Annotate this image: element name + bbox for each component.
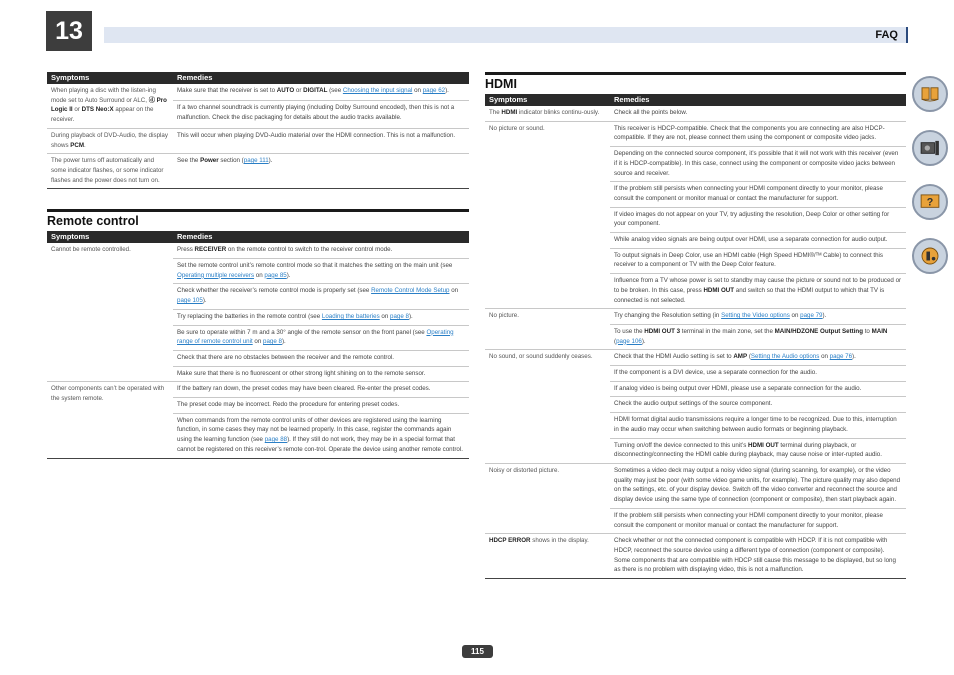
bold-text: HDMI OUT: [703, 286, 735, 294]
remedy-cell: Press RECEIVER on the remote control to switch to the receiver control mode.: [173, 243, 469, 258]
cross-reference-link[interactable]: Operating multiple receivers: [177, 271, 255, 279]
page-number-text: 115: [471, 647, 484, 656]
receiver-remote-icon[interactable]: [912, 130, 948, 166]
cross-reference-link[interactable]: page 88: [264, 436, 288, 444]
faq-table-hdmi: [485, 94, 906, 579]
cross-reference-link[interactable]: Loading the batteries: [321, 312, 380, 320]
bold-text: DTS Neo:X: [81, 106, 114, 114]
remedy-cell: This will occur when playing DVD-Audio material over the HDMI connection. This is not a malfunction.: [173, 128, 469, 153]
bold-text: HDCP ERROR: [489, 537, 531, 545]
cross-reference-link[interactable]: page 76: [829, 353, 853, 361]
remedy-cell: Check whether the receiver’s remote control mode is properly set (see Remote Control Mode Setup on page 105).: [173, 284, 469, 309]
cross-reference-link[interactable]: Setting the Audio options: [750, 353, 820, 361]
symptom-cell: Cannot be remote controlled.: [47, 243, 173, 382]
remedy-cell: Turning on/off the device connected to this unit’s HDMI OUT terminal during playback, or disconnecting/connecting the HDMI cable during playback, may cause noise or inter-rupted audio.: [610, 438, 906, 463]
cross-reference-link[interactable]: Remote Control Mode Setup: [371, 287, 450, 295]
table-row: [47, 243, 469, 258]
col-header-remedies: Remedies: [173, 72, 469, 84]
table-row: [485, 121, 906, 146]
bold-text: HDMI OUT: [748, 441, 779, 449]
setup-wizard-icon[interactable]: [912, 238, 948, 274]
table-body: [47, 243, 469, 458]
hdmi-heading: HDMI: [485, 72, 906, 92]
cross-reference-link[interactable]: Setting the Video options: [721, 312, 790, 320]
table-row: [47, 382, 469, 398]
table-body: [47, 84, 469, 189]
table-row: [485, 309, 906, 325]
cross-reference-link[interactable]: page 105: [177, 297, 203, 305]
col-header-symptoms: Symptoms: [485, 94, 610, 106]
bold-text: MAIN/HDZONE Output Setting: [774, 327, 863, 335]
section-title: FAQ: [875, 29, 898, 41]
cross-reference-link[interactable]: page 111: [243, 157, 269, 165]
cross-reference-link[interactable]: page 79: [800, 312, 823, 320]
symptom-cell: During playback of DVD-Audio, the display shows PCM.: [47, 128, 173, 153]
table-body: [485, 106, 906, 579]
chapter-number-text: 13: [55, 17, 83, 45]
symptom-cell: Noisy or distorted picture.: [485, 463, 610, 533]
remedy-cell: If the battery ran down, the preset codes may have been cleared. Re-enter the preset codes.: [173, 382, 469, 398]
table-row: [47, 128, 469, 153]
table-row: [485, 463, 906, 508]
cross-reference-link[interactable]: page 85: [264, 271, 287, 279]
remedy-cell: If the component is a DVI device, use a separate connection for the audio.: [610, 366, 906, 382]
remedy-cell: Depending on the connected source component, it’s possible that it will not work with this receiver (even if it is HDCP-compatible). In this case, connect using the component or composite video jacks between source and receiver.: [610, 147, 906, 182]
remedy-cell: If analog video is being output over HDMI, please use a separate connection for the audio.: [610, 381, 906, 397]
bold-text: HDMI OUT 3: [644, 327, 681, 335]
faq-table-remote: [47, 231, 469, 458]
remedy-cell: Influence from a TV whose power is set to standby may cause the picture or sound not to be produced or to be broken. In this case, press HDMI OUT and switch so that the HDMI output to which that TV is connected is not selected.: [610, 274, 906, 309]
remedy-cell: If video images do not appear on your TV, try adjusting the resolution, Deep Color or other setting for your component.: [610, 207, 906, 232]
remedy-cell: If a two channel soundtrack is currently playing (including Dolby Surround encoded), then this is not a malfunction. Check the disc packaging for details about the audio tracks available.: [173, 101, 469, 129]
remedy-cell: Check that the HDMI Audio setting is set to AMP (Setting the Audio options on page 76).: [610, 350, 906, 366]
remedy-cell: While analog video signals are being output over HDMI, use a separate connection for audio output.: [610, 233, 906, 249]
manual-book-icon[interactable]: [912, 76, 948, 112]
table-row: [47, 84, 469, 101]
col-header-remedies: Remedies: [173, 231, 469, 243]
cross-reference-link[interactable]: page 8: [263, 338, 282, 346]
remedy-cell: Make sure that the receiver is set to AUTO or DIGITAL (see Choosing the input signal on page 62).: [173, 84, 469, 101]
symptom-cell: The HDMI indicator blinks continu-ously.: [485, 106, 610, 121]
bold-text: DIGITAL: [303, 87, 328, 94]
svg-text:?: ?: [926, 196, 934, 209]
remedy-cell: Check that there are no obstacles between the receiver and the remote control.: [173, 350, 469, 366]
page-number: [462, 645, 493, 658]
remote-control-heading: Remote control: [47, 209, 469, 229]
symptom-cell: No sound, or sound suddenly ceases.: [485, 350, 610, 464]
remedy-cell: If the problem still persists when connecting your HDMI component directly to your monitor, please consult the component or monitor manual or contact the manufacturer for support.: [610, 182, 906, 207]
remedy-cell: Check the audio output settings of the source component.: [610, 397, 906, 413]
symptom-cell: Other components can’t be operated with the system remote.: [47, 382, 173, 458]
left-column: [47, 72, 469, 459]
remedy-cell: Check all the points below.: [610, 106, 906, 121]
bold-text: ⓓ Pro Logic II: [51, 96, 167, 114]
remedy-cell: To use the HDMI OUT 3 terminal in the main zone, set the MAIN/HDZONE Output Setting to MAIN (page 106).: [610, 324, 906, 349]
question-mark-icon[interactable]: [912, 184, 948, 220]
symptom-cell: When playing a disc with the listen-ing mode set to Auto Surround or ALC, ⓓ Pro Logic II or DTS Neo:X appear on the receiver.: [47, 84, 173, 128]
bold-text: RECEIVER: [194, 246, 227, 254]
remedy-cell: Try replacing the batteries in the remote control (see Loading the batteries on page 8).: [173, 309, 469, 325]
right-column: [485, 72, 906, 579]
table-row: [485, 106, 906, 121]
cross-reference-link[interactable]: Choosing the input signal: [342, 87, 413, 94]
cross-reference-link[interactable]: page 62: [422, 87, 446, 94]
symptom-cell: The power turns off automatically and some indicator flashes, or some indicator flashes and the power does not turn on.: [47, 154, 173, 189]
remedy-cell: This receiver is HDCP-compatible. Check that the components you are connecting are also HDCP-compatible. If they are not, please connect them using the component or composite video jacks.: [610, 121, 906, 146]
faq-table-general: [47, 72, 469, 189]
cross-reference-link[interactable]: Operating range of remote control unit: [177, 328, 454, 346]
remedy-cell: HDMI format digital audio transmissions require a longer time to be recognized. Due to this, interruption in the audio may occur when switching between audio formats or beginning playback.: [610, 413, 906, 438]
bold-text: Power: [200, 157, 219, 165]
remedy-cell: Make sure that there is no fluorescent or other strong light shining on to the remote sensor.: [173, 366, 469, 382]
bold-text: MAIN: [871, 327, 888, 335]
table-row: [47, 154, 469, 189]
table-row: [485, 350, 906, 366]
symptom-cell: HDCP ERROR shows in the display.: [485, 534, 610, 579]
remedy-cell: Sometimes a video deck may output a noisy video signal (during scanning, for example), or the video quality may just be poor (with some video game units, for example). The picture quality may also depend on the settings, etc. of your display device. Switch off the video converter and reconnect the source and display device using the same type of connection (component or composite), then start playback again.: [610, 463, 906, 508]
col-header-symptoms: Symptoms: [47, 231, 173, 243]
remedy-cell: Check whether or not the connected component is compatible with HDCP. If it is not compatible with HDCP, reconnect the source device using a different type of connection (component or composite). Some components that are compatible with HDCP still cause this message to be displayed, but so long as there is no problem with displaying video, this is not a malfunction.: [610, 534, 906, 579]
cross-reference-link[interactable]: page 8: [390, 312, 409, 320]
remedy-cell: When commands from the remote control units of other devices are registered using the learning function, in some cases they may not be learned properly. In this case, register the commands again using the learning function (see page 88). If they still do not work, they may be in a special format that cannot be registered on this receiver’s remote con-trol. Operate the device using another remote control.: [173, 413, 469, 458]
symptom-cell: No picture.: [485, 309, 610, 350]
bold-text: PCM: [70, 141, 85, 149]
table-row: [485, 534, 906, 579]
remedy-cell: Be sure to operate within 7 m and a 30° angle of the remote sensor on the front panel (see Operating range of remote control unit on page 8).: [173, 325, 469, 350]
bold-text: AMP: [733, 353, 748, 361]
chapter-number: [46, 11, 92, 51]
cross-reference-link[interactable]: page 106: [616, 337, 642, 345]
remedy-cell: Try changing the Resolution setting (in Setting the Video options on page 79).: [610, 309, 906, 325]
remedy-cell: The preset code may be incorrect. Redo the procedure for entering preset codes.: [173, 398, 469, 414]
bold-text: AUTO: [276, 87, 295, 94]
remedy-cell: Set the remote control unit’s remote control mode so that it matches the setting on the main unit (see Operating multiple receivers on page 85).: [173, 259, 469, 284]
bold-text: HDMI: [501, 109, 518, 116]
header-bar: [104, 27, 908, 43]
symptom-cell: No picture or sound.: [485, 121, 610, 309]
col-header-symptoms: Symptoms: [47, 72, 173, 84]
remedy-cell: See the Power section (page 111).: [173, 154, 469, 189]
col-header-remedies: Remedies: [610, 94, 906, 106]
remedy-cell: To output signals in Deep Color, use an HDMI cable (High Speed HDMI®/ᵀᴹ Cable) to connect this receiver to a component or TV with the Deep Color feature.: [610, 248, 906, 273]
remedy-cell: If the problem still persists when connecting your HDMI component directly to your monitor, please consult the component or monitor manual or contact the manufacturer for support.: [610, 508, 906, 533]
